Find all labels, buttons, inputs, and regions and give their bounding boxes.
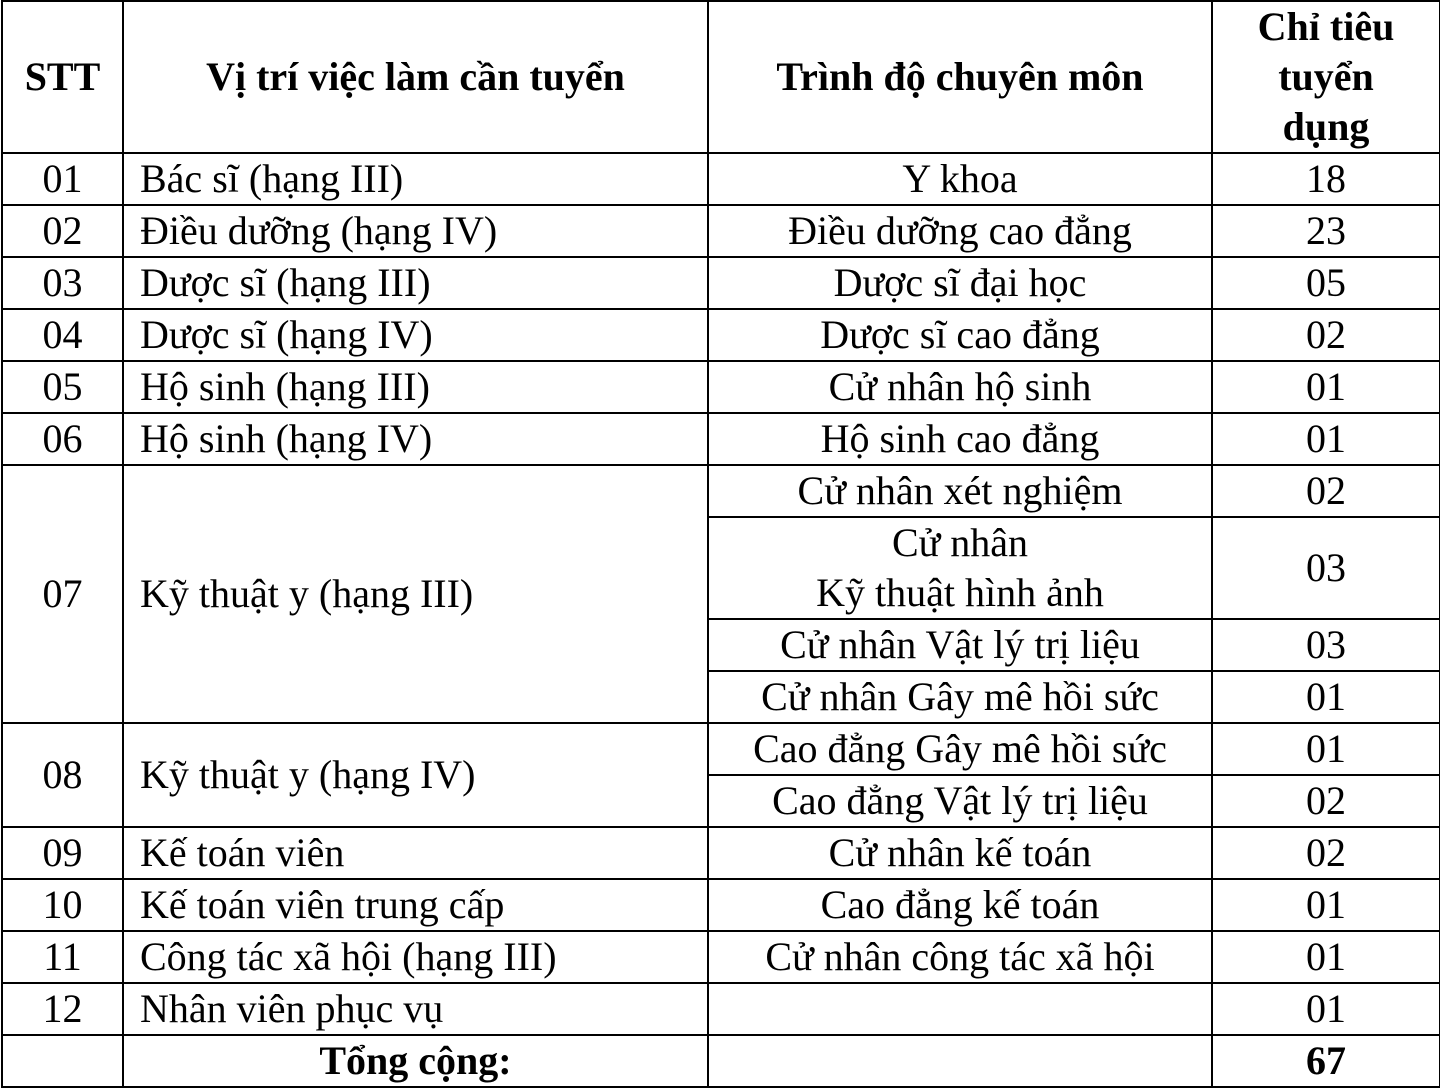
header-quota-line3: dụng	[1282, 104, 1370, 149]
cell-qualification: Dược sĩ đại học	[708, 257, 1212, 309]
header-stt: STT	[2, 1, 123, 153]
table-row	[2, 257, 1440, 309]
cell-position: Hộ sinh (hạng IV)	[123, 413, 708, 465]
cell-qualification: Cử nhân xét nghiệm	[708, 465, 1212, 517]
cell-qualification: Cao đẳng Vật lý trị liệu	[708, 775, 1212, 827]
cell-position: Nhân viên phục vụ	[123, 983, 708, 1035]
cell-quota: 23	[1212, 205, 1440, 257]
cell-quota: 01	[1212, 931, 1440, 983]
cell-qualification: Điều dưỡng cao đẳng	[708, 205, 1212, 257]
table-row	[2, 879, 1440, 931]
cell-stt: 09	[2, 827, 123, 879]
table-row	[2, 827, 1440, 879]
total-row	[2, 1035, 1440, 1087]
cell-qualification-empty	[708, 1035, 1212, 1087]
cell-quota: 01	[1212, 361, 1440, 413]
cell-position: Công tác xã hội (hạng III)	[123, 931, 708, 983]
cell-qualification: Cử nhân Vật lý trị liệu	[708, 619, 1212, 671]
cell-qualification: Cử nhân công tác xã hội	[708, 931, 1212, 983]
header-position: Vị trí việc làm cần tuyển	[123, 1, 708, 153]
cell-position: Hộ sinh (hạng III)	[123, 361, 708, 413]
table-row	[2, 309, 1440, 361]
cell-qualification	[708, 517, 1212, 619]
cell-stt: 02	[2, 205, 123, 257]
header-qualification: Trình độ chuyên môn	[708, 1, 1212, 153]
cell-stt: 01	[2, 153, 123, 205]
cell-qualification: Cao đẳng kế toán	[708, 879, 1212, 931]
total-quota: 67	[1212, 1035, 1440, 1087]
cell-quota: 01	[1212, 671, 1440, 723]
cell-stt: 05	[2, 361, 123, 413]
cell-position: Kỹ thuật y (hạng IV)	[123, 723, 708, 827]
cell-quota: 02	[1212, 775, 1440, 827]
cell-quota: 03	[1212, 517, 1440, 619]
cell-quota: 02	[1212, 309, 1440, 361]
cell-quota: 01	[1212, 413, 1440, 465]
table-row	[2, 931, 1440, 983]
table-row	[2, 465, 1440, 517]
header-row	[2, 1, 1440, 153]
cell-qualification: Cử nhân kế toán	[708, 827, 1212, 879]
cell-stt-empty	[2, 1035, 123, 1087]
cell-stt: 11	[2, 931, 123, 983]
cell-stt: 12	[2, 983, 123, 1035]
cell-quota: 01	[1212, 983, 1440, 1035]
cell-quota: 03	[1212, 619, 1440, 671]
cell-position: Điều dưỡng (hạng IV)	[123, 205, 708, 257]
cell-qualification-line2: Kỹ thuật hình ảnh	[816, 570, 1104, 615]
cell-qualification: Hộ sinh cao đẳng	[708, 413, 1212, 465]
cell-position: Kỹ thuật y (hạng III)	[123, 465, 708, 723]
table-row	[2, 361, 1440, 413]
cell-qualification: Cao đẳng Gây mê hồi sức	[708, 723, 1212, 775]
cell-qualification: Y khoa	[708, 153, 1212, 205]
cell-stt: 06	[2, 413, 123, 465]
cell-qualification: Cử nhân hộ sinh	[708, 361, 1212, 413]
header-quota-line1: Chỉ tiêu	[1257, 4, 1395, 49]
cell-quota: 01	[1212, 723, 1440, 775]
cell-position: Kế toán viên	[123, 827, 708, 879]
cell-position: Dược sĩ (hạng III)	[123, 257, 708, 309]
table-row	[2, 413, 1440, 465]
cell-position: Bác sĩ (hạng III)	[123, 153, 708, 205]
header-quota	[1212, 1, 1440, 153]
cell-qualification: Dược sĩ cao đẳng	[708, 309, 1212, 361]
cell-qualification: Cử nhân Gây mê hồi sức	[708, 671, 1212, 723]
cell-stt: 03	[2, 257, 123, 309]
table-row	[2, 205, 1440, 257]
cell-quota: 01	[1212, 879, 1440, 931]
cell-quota: 02	[1212, 827, 1440, 879]
cell-stt: 08	[2, 723, 123, 827]
total-label: Tổng cộng:	[123, 1035, 708, 1087]
table-row	[2, 153, 1440, 205]
cell-qualification	[708, 983, 1212, 1035]
table-row	[2, 723, 1440, 775]
cell-qualification-line1: Cử nhân	[891, 520, 1029, 565]
cell-quota: 05	[1212, 257, 1440, 309]
cell-stt: 07	[2, 465, 123, 723]
cell-position: Kế toán viên trung cấp	[123, 879, 708, 931]
cell-stt: 04	[2, 309, 123, 361]
table-row	[2, 983, 1440, 1035]
header-quota-line2: tuyển	[1278, 54, 1374, 99]
cell-quota: 02	[1212, 465, 1440, 517]
cell-stt: 10	[2, 879, 123, 931]
recruitment-quota-table	[1, 0, 1440, 1088]
cell-position: Dược sĩ (hạng IV)	[123, 309, 708, 361]
cell-quota: 18	[1212, 153, 1440, 205]
